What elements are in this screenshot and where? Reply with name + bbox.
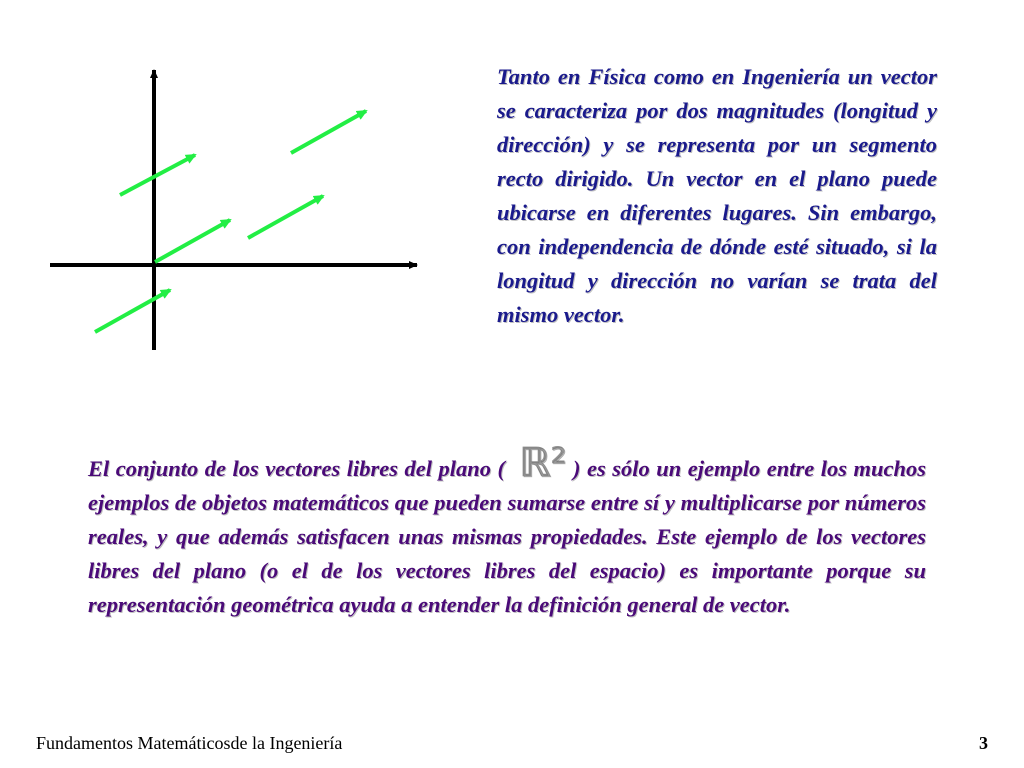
footer-course-title: Fundamentos Matemáticosde la Ingeniería: [36, 733, 343, 753]
r2-paragraph-rest: ) es sólo un ejemplo entre los muchos ejemplos de objetos matemáticos que pueden sumarse entre sí y multiplicarse por números reales, y que además satisfacen unas mismas propiedades. Este ejemplo de los vectores libres del plano (o el de los vectores libres del espacio) es importante porque su representación geométrica ayuda a entender la definición general de vector.: [88, 456, 926, 617]
r2-paragraph: [88, 440, 926, 622]
intro-paragraph: Tanto en Física como en Ingeniería un vector se caracteriza por dos magnitudes (longitud y dirección) y se representa por un segmento recto dirigido. Un vector en el plano puede ubicarse en diferentes lugares. Sin embargo, con independencia de dónde esté situado, si la longitud y dirección no varían se trata del mismo vector.: [497, 64, 937, 327]
vector-arrow-5: [95, 290, 170, 332]
footer-page-number: 3: [979, 733, 988, 753]
r2-symbol: [505, 440, 573, 484]
vector-arrow-1: [120, 155, 195, 195]
vector-diagram: [0, 0, 480, 400]
vector-arrow-2: [291, 111, 366, 153]
vector-arrow-3: [155, 220, 230, 262]
r2-paragraph-start: El conjunto de los vectores libres del plano (: [88, 456, 505, 481]
vector-arrow-4: [248, 196, 323, 238]
r2-symbol-text: ℝ²: [518, 440, 567, 484]
